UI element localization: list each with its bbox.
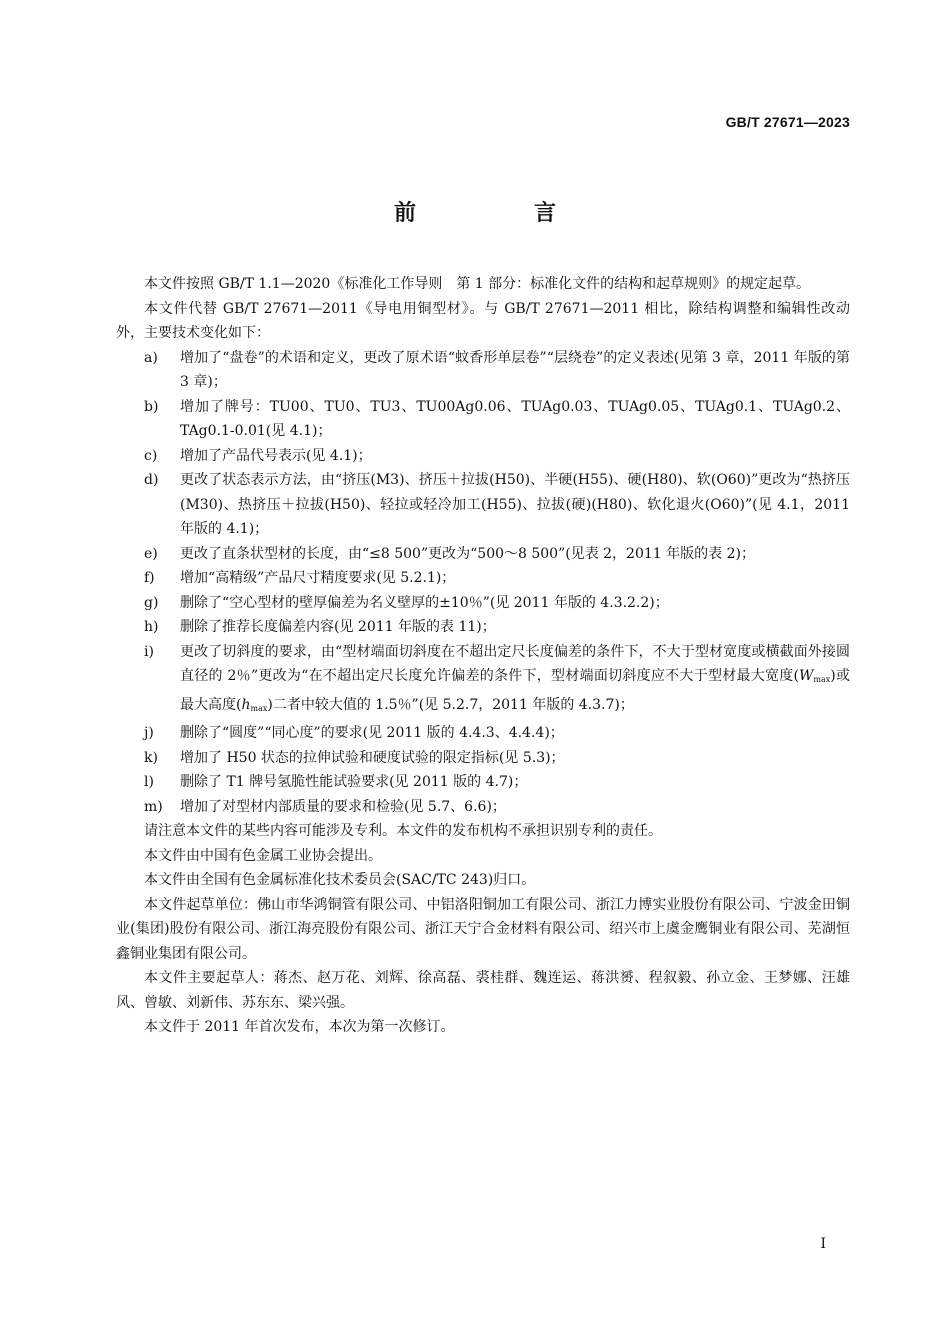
list-item-text: 更改了直条状型材的长度，由“≤8 500”更改为“500～8 500”(见表 2，2011 年版的表 2)； — [180, 545, 755, 562]
list-marker: c) — [144, 447, 158, 464]
paragraph-replaces: 本文件代替 GB/T 27671—2011《导电用铜型材》。与 GB/T 27671—2011 相比，除结构调整和编辑性改动外，主要技术变化如下： — [116, 300, 850, 341]
list-marker: j) — [144, 725, 154, 741]
list-item-text: 删除了“圆度”“同心度”的要求(见 2011 版的 4.4.3、4.4.4)； — [180, 725, 564, 741]
paragraph-drafting-rules: 本文件按照 GB/T 1.1—2020《标准化工作导则 第 1 部分：标准化文件的结构和起草规则》的规定起草。 — [144, 276, 811, 292]
list-marker: i) — [144, 643, 154, 660]
list-item — [116, 395, 850, 444]
text-segment: )或最大高度( — [180, 668, 850, 713]
list-item — [116, 640, 850, 722]
list-marker: l) — [144, 774, 154, 790]
list-item — [116, 746, 850, 771]
paragraph-publication-history: 本文件于 2011 年首次发布，本次为第一次修订。 — [144, 1019, 455, 1035]
list-marker: d) — [144, 472, 159, 488]
list-item-text: 删除了 T1 牌号氢脆性能试验要求(见 2011 版的 4.7)； — [180, 774, 528, 790]
list-item — [116, 346, 850, 395]
text-segment: )二者中较大值的 1.5％”(见 5.2.7，2011 年版的 4.3.7)； — [267, 696, 634, 713]
list-marker: h) — [144, 619, 159, 635]
list-item — [116, 468, 850, 542]
list-item — [116, 770, 850, 795]
list-item — [116, 721, 850, 746]
paragraph-under-jurisdiction: 本文件由全国有色金属标准化技术委员会(SAC/TC 243)归口。 — [144, 872, 536, 888]
list-item — [116, 591, 850, 616]
list-item — [116, 615, 850, 640]
standard-code: GB/T 27671—2023 — [725, 114, 850, 130]
list-item-text: 增加了产品代号表示(见 4.1)； — [180, 447, 372, 464]
list-item-text — [180, 644, 850, 713]
list-item-text: 更改了状态表示方法，由“挤压(M3)、挤压＋拉拔(H50)、半硬(H55)、硬(H80)、软(O60)”更改为“热挤压(M30)、热挤压＋拉拔(H50)、轻拉或轻冷加工(H55)、拉拔(硬)(H80)、软化退火(O60)”(见 4.1，2011 年版的 4.1)； — [180, 472, 850, 537]
math-subscript: max — [813, 675, 831, 684]
list-item-text: 增加了对型材内部质量的要求和检验(见 5.7、6.6)； — [180, 798, 506, 815]
list-item — [116, 795, 850, 820]
list-item-text: 增加了 H50 状态的拉伸试验和硬度试验的限定指标(见 5.3)； — [180, 749, 565, 766]
technical-changes-list — [116, 346, 850, 820]
list-marker: g) — [144, 594, 159, 611]
paragraph-proposed-by: 本文件由中国有色金属工业协会提出。 — [144, 847, 382, 864]
page-number: I — [820, 1236, 826, 1252]
math-variable: W — [799, 668, 814, 684]
page-title: 前 言 — [393, 201, 604, 226]
list-marker: e) — [144, 545, 158, 562]
list-item-text: 删除了“空心型材的壁厚偏差为名义壁厚的±10％”(见 2011 年版的 4.3.2.2)； — [180, 594, 669, 611]
list-marker: m) — [144, 798, 163, 815]
list-item-text: 增加“高精级”产品尺寸精度要求(见 5.2.1)； — [180, 570, 456, 586]
document-body — [116, 272, 850, 1040]
paragraph-patent-notice: 请注意本文件的某些内容可能涉及专利。本文件的发布机构不承担识别专利的责任。 — [144, 823, 662, 839]
list-item-text: 增加了“盘卷”的术语和定义，更改了原术语“蚊香形单层卷”“层绕卷”的定义表述(见第 3 章，2011 年版的第 3 章)； — [180, 349, 850, 390]
list-item — [116, 566, 850, 591]
list-marker: b) — [144, 398, 159, 415]
paragraph-main-drafters: 本文件主要起草人：蒋杰、赵万花、刘辉、徐高磊、裘桂群、魏连运、蒋洪赟、程叙毅、孙立金、王梦娜、汪雄风、曾敏、刘新伟、苏东东、梁兴强。 — [116, 970, 850, 1011]
list-marker: f) — [144, 570, 155, 586]
list-marker: a) — [144, 349, 158, 366]
math-subscript: max — [250, 703, 268, 713]
math-variable: h — [241, 696, 251, 713]
list-item — [116, 542, 850, 567]
list-item-text: 删除了推荐长度偏差内容(见 2011 年版的表 11)； — [180, 619, 496, 635]
list-item — [116, 444, 850, 469]
text-segment: 更改了切斜度的要求，由“型材端面切斜度在不超出定尺长度偏差的条件下，不大于型材宽度或横截面外接圆直径的 2％”更改为“在不超出定尺长度允许偏差的条件下，型材端面切斜度应不大于型材最大宽度( — [180, 643, 850, 684]
list-marker: k) — [144, 749, 158, 766]
list-item-text: 增加了牌号：TU00、TU0、TU3、TU00Ag0.06、TUAg0.03、TUAg0.05、TUAg0.1、TUAg0.2、TAg0.1-0.01(见 4.1)； — [180, 398, 850, 439]
paragraph-drafting-units: 本文件起草单位：佛山市华鸿铜管有限公司、中铝洛阳铜加工有限公司、浙江力博实业股份有限公司、宁波金田铜业(集团)股份有限公司、浙江海亮股份有限公司、浙江天宁合金材料有限公司、绍兴市上虞金鹰铜业有限公司、芜湖恒鑫铜业集团有限公司。 — [116, 896, 850, 962]
